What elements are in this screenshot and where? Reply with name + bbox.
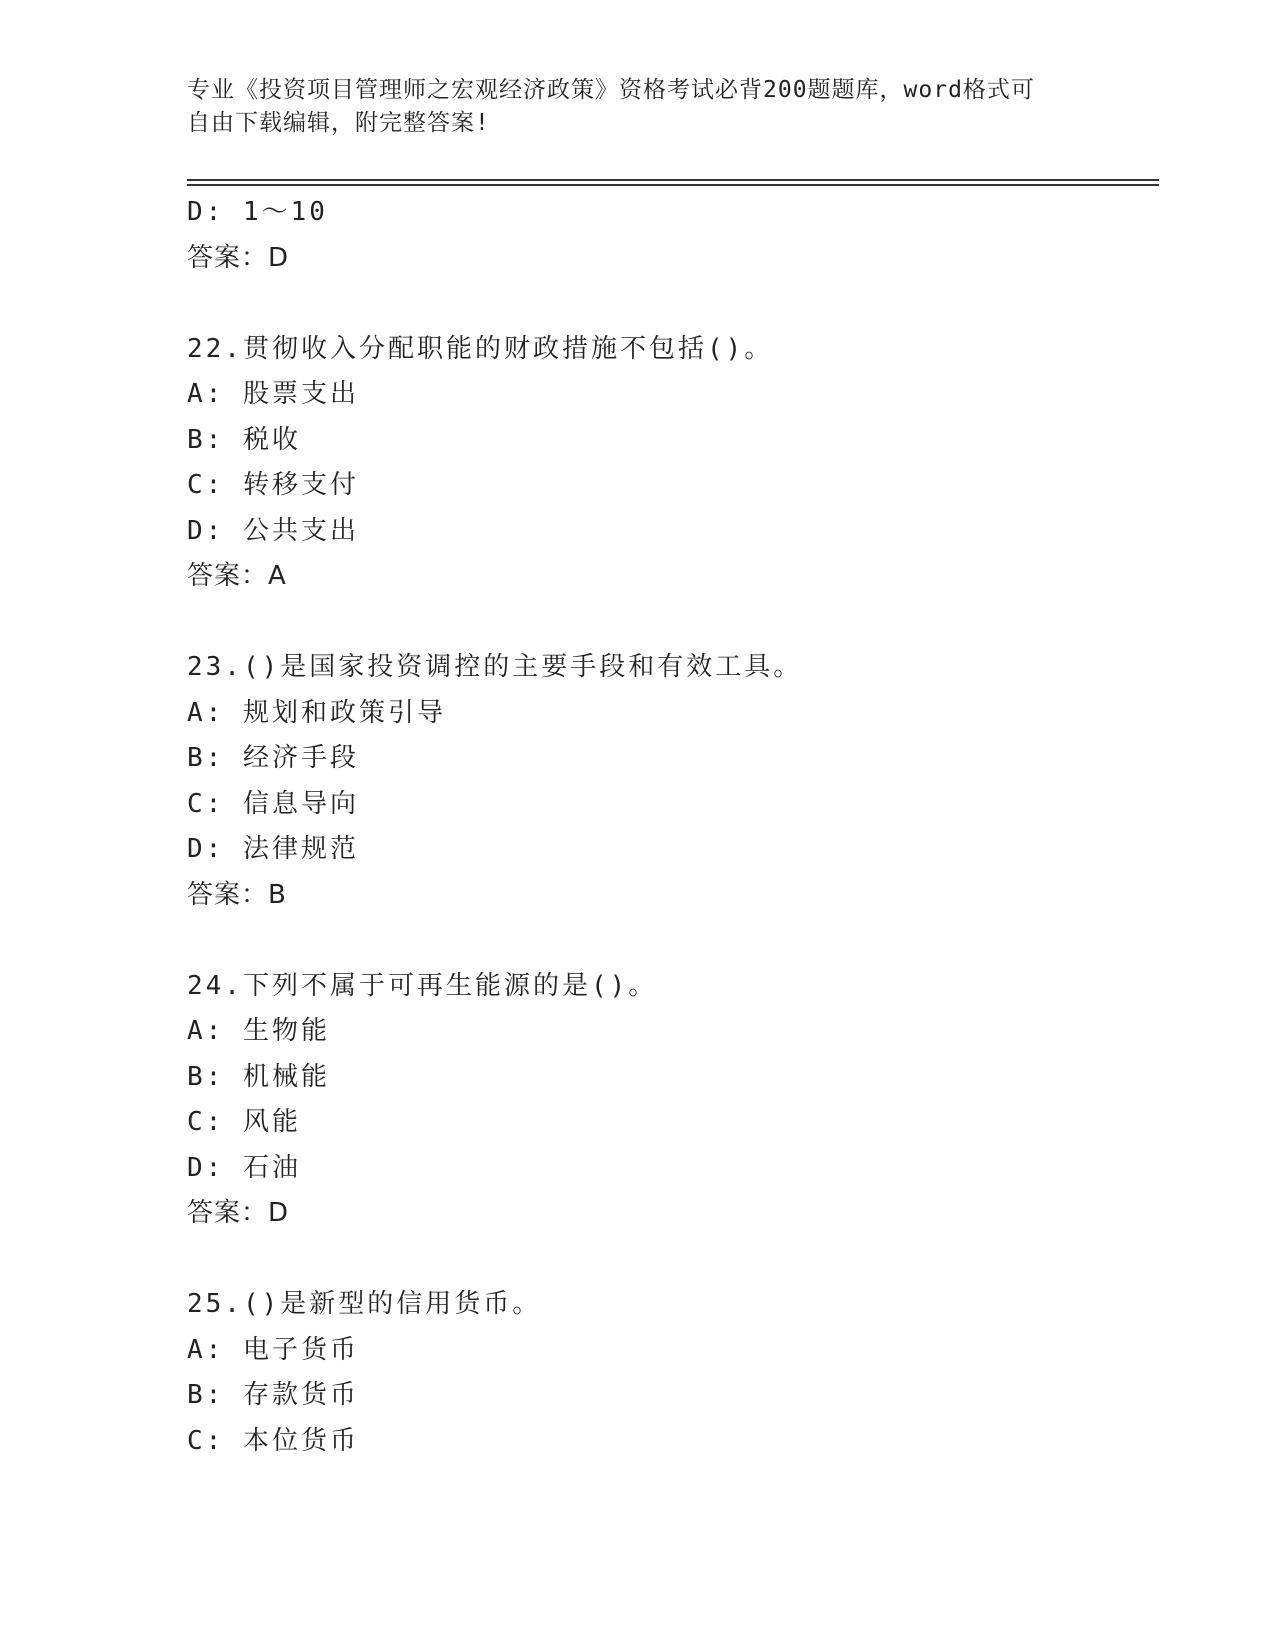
question-stem: 25.()是新型的信用货币。 [187,1289,542,1319]
question-stem: 22.贯彻收入分配职能的财政措施不包括()。 [187,333,774,364]
option-a: A: 电子货币 [187,1334,359,1365]
header-divider-top [187,179,1159,181]
spacer [187,1237,1147,1283]
document-header [187,74,1087,140]
question-list [187,190,1147,1464]
option-c: C: 转移支付 [187,470,359,500]
option-a: A: 生物能 [187,1016,330,1046]
option-b: B: 经济手段 [187,743,359,773]
option-d: D: 石油 [187,1152,301,1183]
spacer [187,281,1147,327]
option-d: D: 公共支出 [187,515,359,546]
prev-option-d: D: 1～10 [187,197,328,227]
option-b: B: 存款货币 [187,1380,359,1410]
header-title-line-2: 自由下载编辑，附完整答案! [187,110,490,136]
option-a: A: 股票支出 [187,379,359,409]
answer: 答案：A [187,561,287,591]
option-b: B: 税收 [187,424,301,455]
option-a: A: 规划和政策引导 [187,697,446,728]
option-c: C: 风能 [187,1107,301,1137]
question-23 [187,645,1147,918]
option-c: C: 本位货币 [187,1425,359,1456]
question-25 [187,1282,1147,1464]
header-divider-bottom [187,184,1159,186]
question-stem: 23.()是国家投资调控的主要手段和有效工具。 [187,652,803,682]
option-b: B: 机械能 [187,1061,330,1092]
question-24 [187,964,1147,1237]
answer: 答案：D [187,1198,290,1228]
question-stem: 24.下列不属于可再生能源的是()。 [187,970,658,1001]
prev-answer: 答案：D [187,242,290,273]
question-22 [187,327,1147,600]
spacer [187,600,1147,646]
header-title-line-1: 专业《投资项目管理师之宏观经济政策》资格考试必背200题题库，word格式可 [187,77,1035,103]
answer: 答案：B [187,879,287,910]
option-d: D: 法律规范 [187,834,359,864]
spacer [187,918,1147,964]
option-c: C: 信息导向 [187,788,359,819]
